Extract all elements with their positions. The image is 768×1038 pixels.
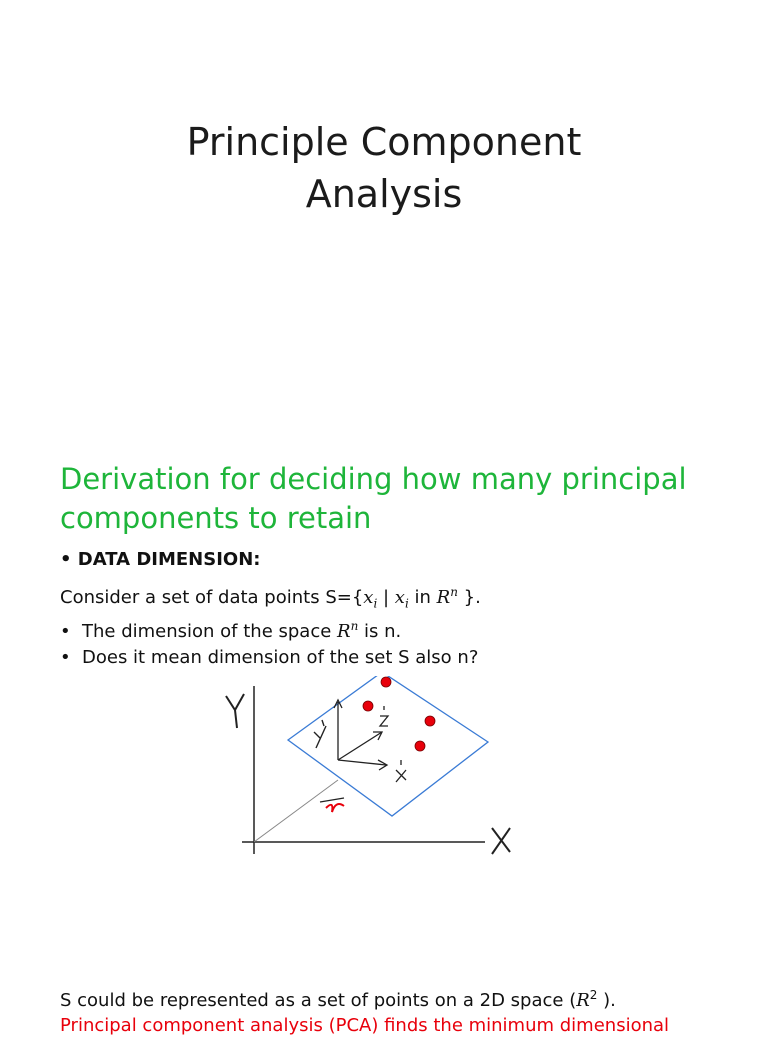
data-point	[381, 677, 391, 687]
data-point	[425, 716, 435, 726]
bullet-dimension: • The dimension of the space $R^n$ is n.	[60, 619, 402, 642]
data-point	[363, 701, 373, 711]
title-line-1: Principle Component	[186, 120, 582, 164]
title-line-2: Analysis	[305, 172, 463, 216]
conclusion-text: S could be represented as a set of points on a 2D space ($R^2$ ).	[60, 988, 616, 1011]
pca-definition-cut: Principal component analysis (PCA) finds the minimum dimensional	[60, 1015, 670, 1036]
normal-label	[326, 804, 344, 812]
slide-heading	[60, 460, 720, 538]
title-slide	[0, 0, 768, 430]
page-title	[0, 116, 768, 220]
section-heading: • DATA DIMENSION:	[60, 549, 261, 570]
local-z-label	[380, 706, 388, 726]
y-axis-label	[226, 694, 244, 728]
heading-line-2: components to retain	[60, 501, 372, 535]
plane-diagram	[180, 676, 540, 876]
normal-bar	[320, 798, 344, 802]
bullet-glyph: •	[60, 621, 71, 642]
local-y-label	[314, 720, 326, 748]
bullet-question: • Does it mean dimension of the set S also n?	[60, 647, 479, 668]
bullet-glyph: •	[60, 647, 71, 668]
origin-connector	[254, 780, 338, 842]
heading-line-1: Derivation for deciding how many principal	[60, 462, 687, 496]
bullet-glyph: •	[60, 549, 78, 570]
local-x-label	[396, 760, 406, 782]
x-axis-label	[492, 828, 510, 854]
local-z-axis	[338, 732, 382, 760]
content-slide	[0, 430, 768, 1036]
set-definition: Consider a set of data points $S=\{x_i$ | $x_i$ in $R^n$ }.	[60, 585, 481, 611]
data-point	[415, 741, 425, 751]
